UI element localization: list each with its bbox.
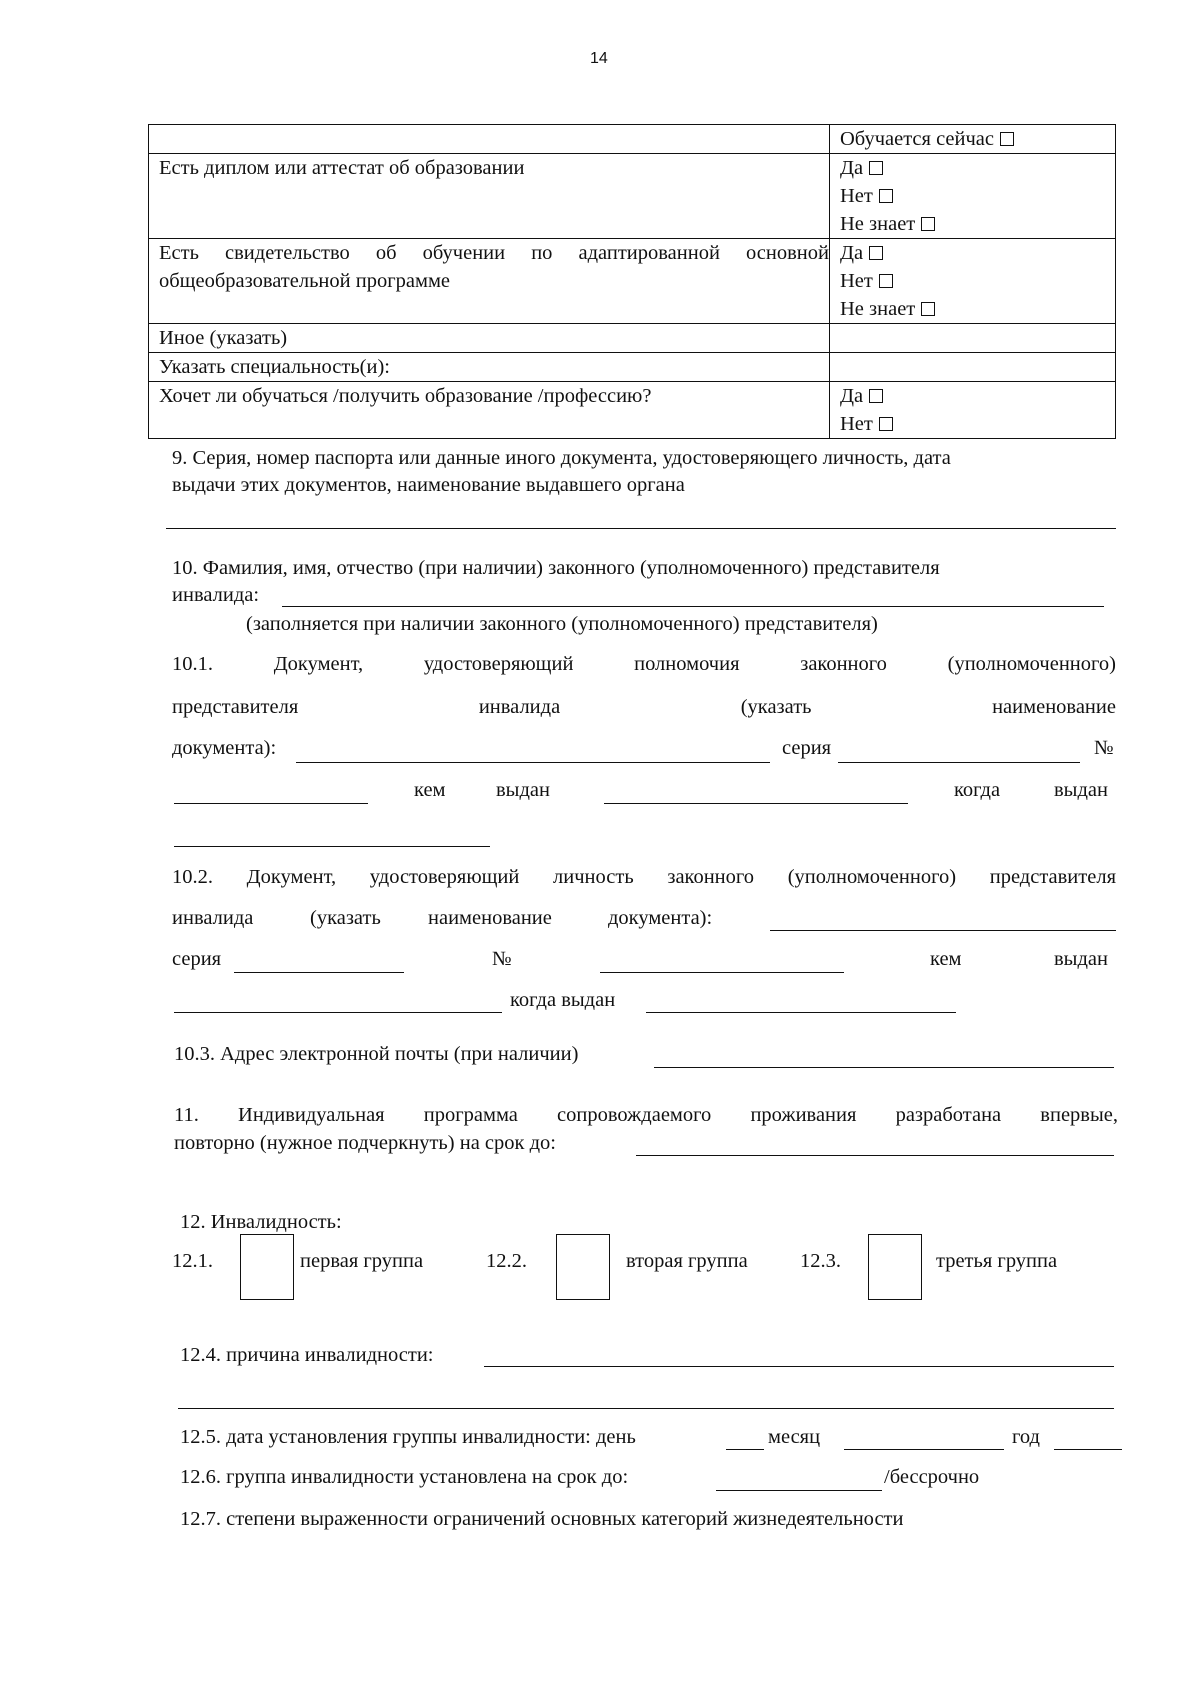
term-line[interactable]: [716, 1490, 882, 1491]
section-10-note: (заполняется при наличии законного (уполномоченного) представителя): [246, 613, 878, 635]
table-row: [149, 125, 1116, 154]
section-11-line2: повторно (нужное подчеркнуть) на срок до:: [174, 1132, 556, 1154]
section-9-answer-line[interactable]: [166, 528, 1116, 529]
row-label: [149, 125, 830, 154]
group-2-checkbox[interactable]: [556, 1234, 610, 1300]
section-10-2-word: наименование: [428, 907, 552, 929]
section-10-2-word: (указать: [310, 907, 381, 929]
series-line[interactable]: [838, 762, 1080, 763]
row-options: [830, 239, 1116, 324]
section-10-line2: инвалида:: [172, 584, 260, 606]
group-3-checkbox[interactable]: [868, 1234, 922, 1300]
checkbox[interactable]: [879, 189, 893, 203]
number-label: №: [492, 948, 512, 970]
checkbox[interactable]: [921, 302, 935, 316]
section-10-1-line2: представителя инвалида (указать наименование: [172, 696, 1116, 718]
issue-date-line[interactable]: [646, 1012, 956, 1013]
row-label: Иное (указать): [149, 324, 830, 353]
number-label: №: [1094, 737, 1114, 759]
table-row: [149, 154, 1116, 239]
row-label: Есть свидетельство об обучении по адаптированной основной общеобразовательной программе: [149, 239, 830, 324]
table-row: [149, 382, 1116, 439]
issued-by-word: выдан: [496, 779, 550, 801]
degrees-label: 12.7. степени выраженности ограничений основных категорий жизнедеятельности: [180, 1508, 904, 1530]
education-table: [148, 124, 1116, 439]
row-options: [830, 154, 1116, 239]
specialty-input-cell[interactable]: [830, 353, 1116, 382]
issued-by-line[interactable]: [604, 803, 908, 804]
email-label: 10.3. Адрес электронной почты (при наличии): [174, 1043, 579, 1065]
when-word: выдан: [1054, 779, 1108, 801]
year-label: год: [1012, 1426, 1040, 1448]
when-word: когда: [954, 779, 1001, 801]
cause-line[interactable]: [484, 1366, 1114, 1367]
row-label: Хочет ли обучаться /получить образование /профессию?: [149, 382, 830, 439]
checkbox[interactable]: [1000, 132, 1014, 146]
option-no[interactable]: Нет: [840, 267, 1115, 295]
row-label: Указать специальность(и):: [149, 353, 830, 382]
checkbox[interactable]: [879, 417, 893, 431]
section-10-2-word: инвалида: [172, 907, 254, 929]
table-row: [149, 324, 1116, 353]
checkbox[interactable]: [869, 246, 883, 260]
day-line[interactable]: [726, 1449, 764, 1450]
option-yes[interactable]: Да: [840, 154, 1115, 182]
option-yes[interactable]: Да: [840, 382, 1115, 410]
section-10-line1: 10. Фамилия, имя, отчество (при наличии) законного (уполномоченного) представителя: [172, 557, 940, 579]
section-10-2-word: документа):: [608, 907, 713, 929]
group-2-number: 12.2.: [486, 1250, 527, 1272]
representative-name-line[interactable]: [282, 606, 1104, 607]
section-10-2-line1: 10.2. Документ, удостоверяющий личность законного (уполномоченного) представителя: [172, 866, 1116, 888]
group-1-number: 12.1.: [172, 1250, 213, 1272]
date-label: 12.5. дата установления группы инвалидности: день: [180, 1426, 636, 1448]
row-options: [830, 125, 1116, 154]
checkbox[interactable]: [869, 161, 883, 175]
option-studying-now[interactable]: Обучается сейчас: [840, 125, 1115, 153]
year-line[interactable]: [1054, 1449, 1122, 1450]
cause-label: 12.4. причина инвалидности:: [180, 1344, 434, 1366]
section-10-1-line1: 10.1. Документ, удостоверяющий полномочия законного (уполномоченного): [172, 653, 1116, 675]
cause-line-2[interactable]: [178, 1408, 1114, 1409]
page-number: 14: [590, 50, 608, 67]
series-label: серия: [172, 948, 222, 970]
table-row: [149, 239, 1116, 324]
other-input-cell[interactable]: [830, 324, 1116, 353]
checkbox[interactable]: [869, 389, 883, 403]
group-1-checkbox[interactable]: [240, 1234, 294, 1300]
email-line[interactable]: [654, 1067, 1114, 1068]
table-row: [149, 353, 1116, 382]
doc-name-line[interactable]: [296, 762, 770, 763]
issued-by-line[interactable]: [174, 1012, 502, 1013]
term-suffix: /бессрочно: [884, 1466, 980, 1488]
option-no[interactable]: Нет: [840, 182, 1115, 210]
checkbox[interactable]: [921, 217, 935, 231]
issued-by-word: выдан: [1054, 948, 1108, 970]
option-unknown[interactable]: Не знает: [840, 210, 1115, 238]
issued-by-word: кем: [414, 779, 446, 801]
section-9-line1: 9. Серия, номер паспорта или данные иного документа, удостоверяющего личность, дата: [172, 447, 951, 469]
term-label: 12.6. группа инвалидности установлена на срок до:: [180, 1466, 629, 1488]
row-label: Есть диплом или аттестат об образовании: [149, 154, 830, 239]
row-options: [830, 382, 1116, 439]
group-3-number: 12.3.: [800, 1250, 841, 1272]
doc-label: документа):: [172, 737, 277, 759]
month-label: месяц: [768, 1426, 821, 1448]
checkbox[interactable]: [879, 274, 893, 288]
group-2-label: вторая группа: [626, 1250, 748, 1272]
id-doc-name-line[interactable]: [770, 930, 1116, 931]
month-line[interactable]: [844, 1449, 1004, 1450]
program-term-line[interactable]: [636, 1155, 1114, 1156]
option-unknown[interactable]: Не знает: [840, 295, 1115, 323]
issue-date-line[interactable]: [174, 846, 490, 847]
group-3-label: третья группа: [936, 1250, 1058, 1272]
issued-by-word: кем: [930, 948, 962, 970]
series-label: серия: [782, 737, 832, 759]
disability-title: 12. Инвалидность:: [180, 1211, 342, 1233]
section-11-line1: 11. Индивидуальная программа сопровождаемого проживания разработана впервые,: [174, 1104, 1118, 1126]
number-line[interactable]: [600, 972, 844, 973]
option-no[interactable]: Нет: [840, 410, 1115, 438]
section-9-line2: выдачи этих документов, наименование выдавшего органа: [172, 474, 685, 496]
option-yes[interactable]: Да: [840, 239, 1115, 267]
when-label: когда выдан: [510, 989, 616, 1011]
number-line[interactable]: [174, 803, 368, 804]
group-1-label: первая группа: [300, 1250, 424, 1272]
series-line[interactable]: [234, 972, 404, 973]
